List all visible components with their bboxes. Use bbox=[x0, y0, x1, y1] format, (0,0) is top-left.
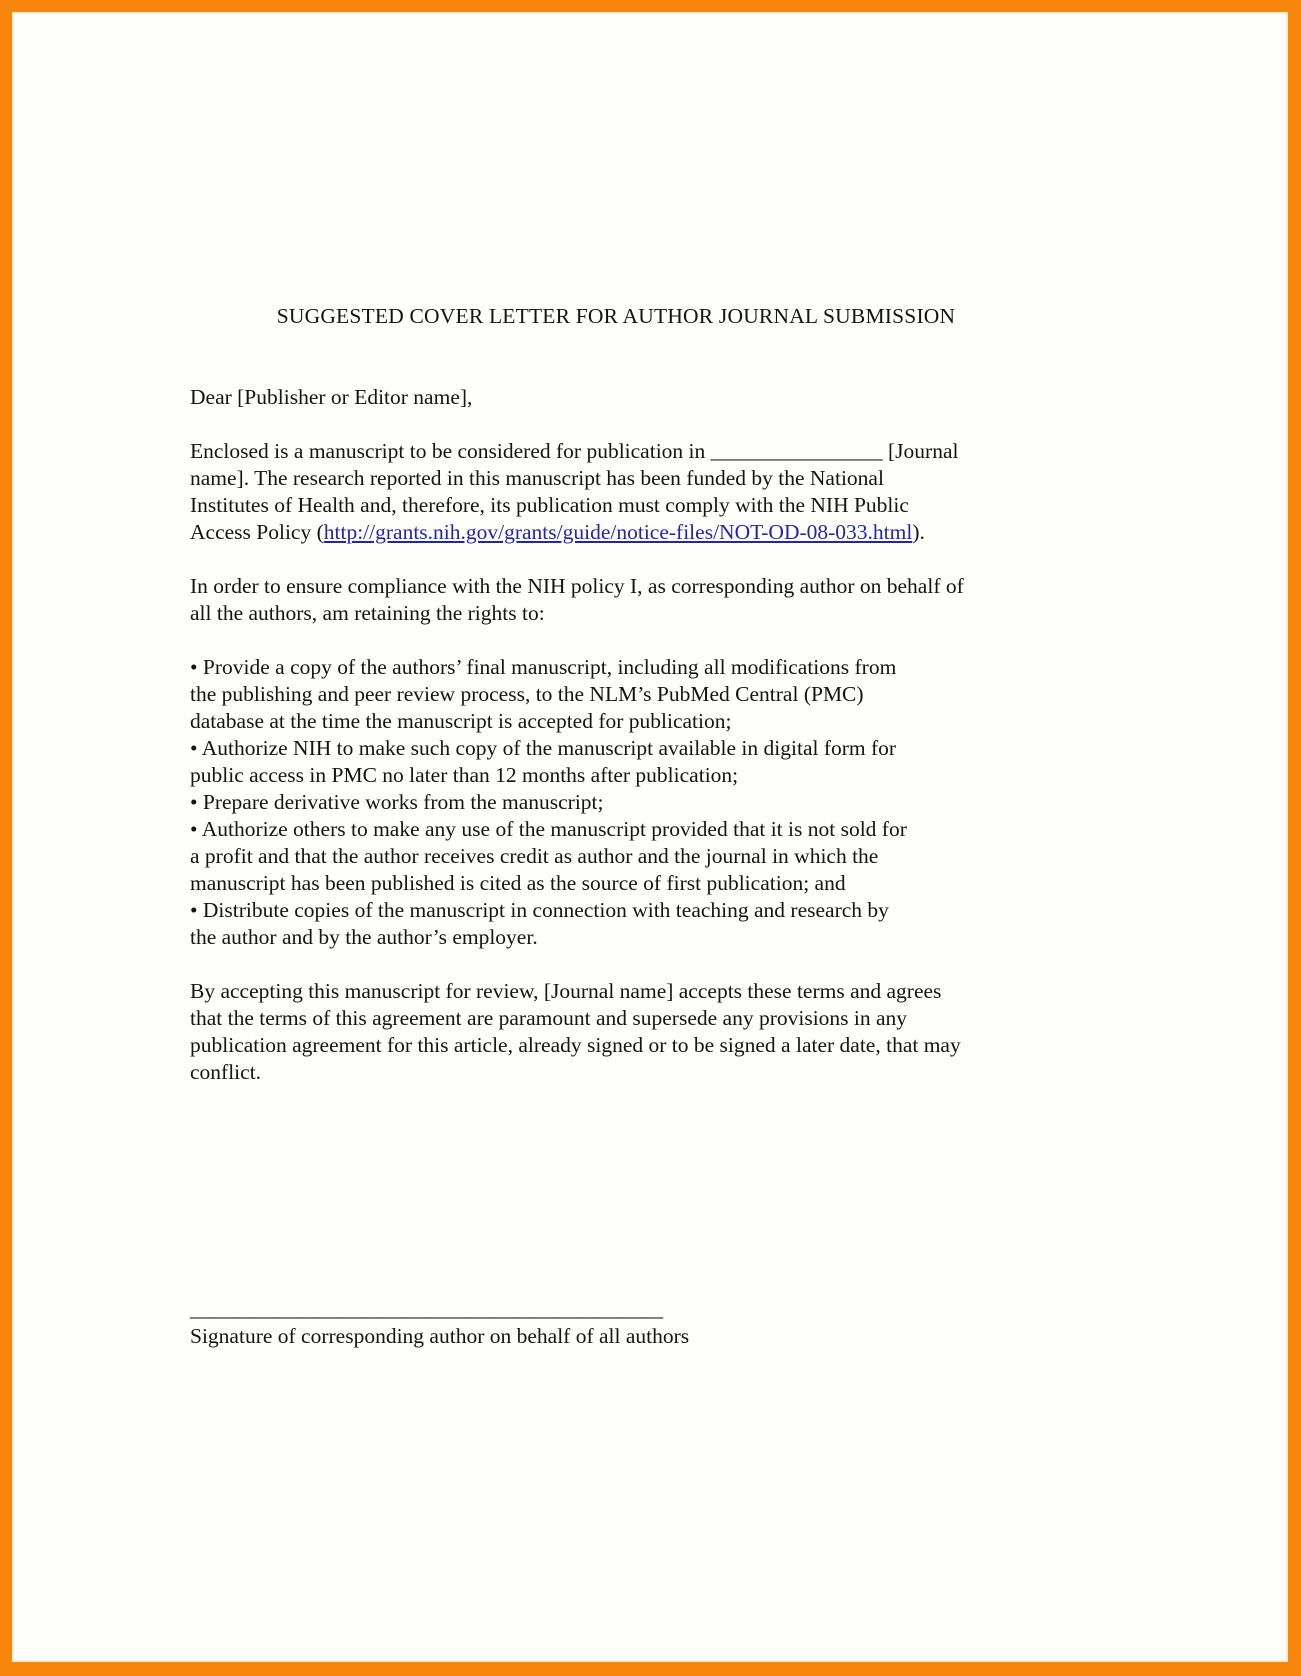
salutation-paragraph bbox=[190, 384, 1042, 411]
bullet-line: • Authorize NIH to make such copy of the manuscript available in digital form for bbox=[190, 736, 897, 760]
text-line: name]. The research reported in this manuscript has been funded by the National bbox=[190, 466, 884, 490]
bullet-line: the publishing and peer review process, to the NLM’s PubMed Central (PMC) bbox=[190, 682, 864, 706]
paragraph-accepting-terms bbox=[190, 978, 1042, 1086]
bullet-line: • Authorize others to make any use of the manuscript provided that it is not sold for bbox=[190, 817, 907, 841]
nih-policy-link[interactable]: http://grants.nih.gov/grants/guide/notice-files/NOT-OD-08-033.html bbox=[323, 520, 913, 544]
text-line-with-link bbox=[190, 519, 1042, 546]
signature-caption: Signature of corresponding author on behalf of all authors bbox=[190, 1324, 690, 1348]
bullet-line: the author and by the author’s employer. bbox=[190, 925, 538, 949]
access-policy-suffix: ). bbox=[912, 520, 925, 544]
bullet-line: • Distribute copies of the manuscript in connection with teaching and research by bbox=[190, 898, 889, 922]
salutation: Dear [Publisher or Editor name], bbox=[190, 385, 473, 409]
bullet-line: a profit and that the author receives credit as author and the journal in which the bbox=[190, 844, 879, 868]
text-line: In order to ensure compliance with the NIH policy I, as corresponding author on behalf of bbox=[190, 574, 964, 598]
signature-rule: ____________________________________________ bbox=[190, 1297, 663, 1321]
document-title: SUGGESTED COVER LETTER FOR AUTHOR JOURNAL SUBMISSION bbox=[276, 304, 956, 328]
bullet-line: public access in PMC no later than 12 months after publication; bbox=[190, 763, 739, 787]
text-line: publication agreement for this article, already signed or to be signed a later date, that may bbox=[190, 1033, 961, 1057]
paragraph-enclosed-manuscript bbox=[190, 438, 1042, 546]
paragraph-compliance bbox=[190, 573, 1042, 627]
bullet-line: • Prepare derivative works from the manuscript; bbox=[190, 790, 604, 814]
letter-content bbox=[190, 303, 1042, 1350]
bullet-line: • Provide a copy of the authors’ final manuscript, including all modifications from bbox=[190, 655, 897, 679]
bullet-line: manuscript has been published is cited as the source of first publication; and bbox=[190, 871, 846, 895]
signature-block bbox=[190, 1296, 1042, 1350]
text-line: that the terms of this agreement are paramount and supersede any provisions in any bbox=[190, 1006, 908, 1030]
text-line: conflict. bbox=[190, 1060, 262, 1084]
text-line: By accepting this manuscript for review, [Journal name] accepts these terms and agrees bbox=[190, 979, 942, 1003]
text-line: Institutes of Health and, therefore, its publication must comply with the NIH Public bbox=[190, 493, 909, 517]
access-policy-prefix: Access Policy ( bbox=[190, 520, 324, 544]
text-line: all the authors, am retaining the rights to: bbox=[190, 601, 545, 625]
bullet-line: database at the time the manuscript is accepted for publication; bbox=[190, 709, 732, 733]
rights-bullet-list bbox=[190, 654, 1042, 951]
text-line: Enclosed is a manuscript to be considered for publication in ________________ [Journal bbox=[190, 439, 959, 463]
